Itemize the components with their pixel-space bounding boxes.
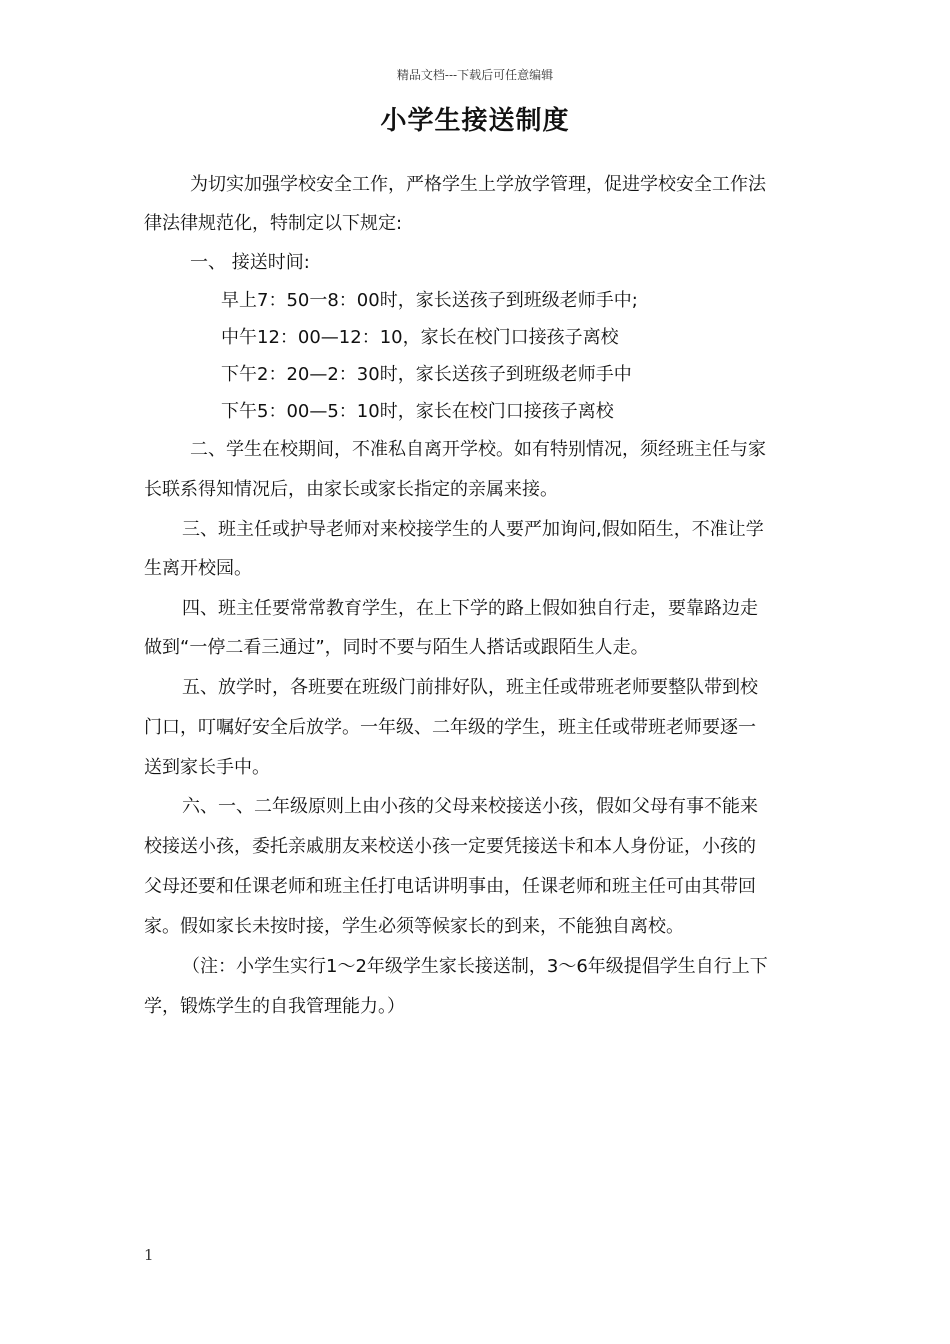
document-title: 小学生接送制度 (380, 106, 570, 136)
intro-line-2: 律法律规范化，特制定以下规定: (144, 213, 403, 234)
section-6-line-4: 家。假如家长未按时接，学生必须等候家长的到来，不能独自离校。 (144, 916, 684, 937)
section-3-line-1: 三、班主任或护导老师对来校接学生的人要严加询问,假如陌生，不准让学 (182, 519, 764, 540)
section-1-heading: 一、 接送时间: (190, 252, 310, 273)
section-5-line-3: 送到家长手中。 (144, 757, 270, 778)
section-6-line-2: 校接送小孩，委托亲戚朋友来校送小孩一定要凭接送卡和本人身份证，小孩的 (144, 836, 756, 857)
pickup-time-noon: 中午12：00—12：10，家长在校门口接孩子离校 (221, 327, 619, 348)
section-5-line-2: 门口，叮嘱好安全后放学。一年级、二年级的学生，班主任或带班老师要逐一 (144, 717, 756, 738)
section-2-line-2: 长联系得知情况后，由家长或家长指定的亲属来接。 (144, 479, 558, 500)
section-5-line-1: 五、放学时，各班要在班级门前排好队，班主任或带班老师要整队带到校 (182, 677, 758, 698)
section-6-line-3: 父母还要和任课老师和班主任打电话讲明事由，任课老师和班主任可由其带回 (144, 876, 756, 897)
section-3-line-2: 生离开校园。 (144, 558, 252, 579)
pickup-time-evening: 下午5：00—5：10时，家长在校门口接孩子离校 (221, 401, 614, 422)
pickup-time-afternoon: 下午2：20—2：30时，家长送孩子到班级老师手中 (221, 364, 632, 385)
intro-line-1: 为切实加强学校安全工作，严格学生上学放学管理，促进学校安全工作法 (190, 174, 766, 195)
note-line-1: （注：小学生实行1～2年级学生家长接送制，3～6年级提倡学生自行上下 (182, 956, 768, 977)
page-number: 1 (144, 1246, 154, 1264)
section-2-line-1: 二、学生在校期间，不准私自离开学校。如有特别情况，须经班主任与家 (190, 439, 766, 460)
page-header: 精品文档---下载后可任意编辑 (396, 68, 554, 82)
note-line-2: 学，锻炼学生的自我管理能力。） (144, 996, 405, 1017)
section-6-line-1: 六、一、二年级原则上由小孩的父母来校接送小孩，假如父母有事不能来 (182, 796, 758, 817)
pickup-time-morning: 早上7：50一8：00时，家长送孩子到班级老师手中; (221, 290, 638, 311)
section-4-line-2: 做到“一停二看三通过”，同时不要与陌生人搭话或跟陌生人走。 (144, 637, 649, 658)
section-4-line-1: 四、班主任要常常教育学生，在上下学的路上假如独自行走，要靠路边走 (182, 598, 758, 619)
